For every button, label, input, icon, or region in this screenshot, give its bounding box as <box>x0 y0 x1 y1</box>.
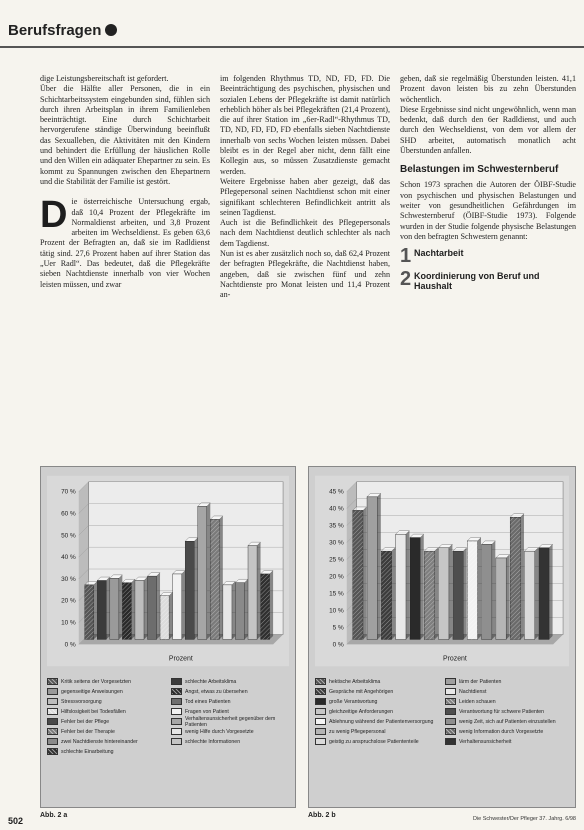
legend-label: lärm der Patienten <box>459 678 502 685</box>
bar-side <box>119 575 122 640</box>
legend-label: gleichzeitige Anforderungen <box>329 708 394 715</box>
bar-side <box>257 542 260 639</box>
y-tick-label: 10 % <box>329 607 344 615</box>
legend-swatch <box>47 728 58 735</box>
bar <box>110 578 119 639</box>
x-axis-label: Prozent <box>168 655 193 663</box>
legend-swatch <box>445 708 456 715</box>
legend-swatch <box>445 698 456 705</box>
legend-item <box>445 707 569 716</box>
legend-swatch <box>315 718 326 725</box>
bar-side <box>219 516 222 639</box>
y-tick-label: 35 % <box>329 522 344 530</box>
legend-label: wenig Zeit, sich auf Patienten einzustellen <box>459 718 556 725</box>
list-text-1: Nachtarbeit <box>414 248 464 259</box>
bar <box>524 551 534 639</box>
legend-label: Gespräche mit Angehörigen <box>329 688 394 695</box>
header-rule <box>0 46 584 48</box>
bar <box>148 576 157 639</box>
legend-label: Nachtdienst <box>459 688 487 695</box>
legend-label: gegenseitige Anweisungen <box>61 688 123 695</box>
bar <box>223 585 232 640</box>
legend-label: zu wenig Pflegepersonal <box>329 728 386 735</box>
legend-swatch <box>47 708 58 715</box>
legend-item <box>171 697 289 706</box>
bar-side <box>449 544 452 639</box>
chart-panel-b <box>308 466 576 808</box>
bar-hatch <box>467 541 477 639</box>
legend-swatch <box>315 728 326 735</box>
bar <box>496 558 506 639</box>
col1-paragraph-2: Über die Hälfte aller Personen, die in ein Schichtarbeitssystem eingebunden sind, fühlen sich durch ihren Arbeitsplan in ihrem Familienleben beeinträchtigt. Eine durch Schichtarbeit hervorgerufene ständige Überwindung beeinflußt das Sexualleben, die Aktivitäten mit den Kindern und behindert die Erfüllung der häuslichen Rolle und den Willen ein adäquater Ehepartner zu sein. Es kommt zu Spannungen zwischen den Ehepartnern und die Stabilität der Familie ist gestört. <box>40 84 210 186</box>
legend-item <box>47 697 165 706</box>
bar-side <box>207 503 210 640</box>
x-axis-label: Prozent <box>442 655 467 663</box>
y-tick-label: 30 % <box>329 539 344 547</box>
legend-label: schlechte Arbeitsklima <box>185 678 237 685</box>
bar-side <box>420 534 423 639</box>
page-number: 502 <box>8 816 24 826</box>
legend-item <box>445 717 569 726</box>
bar <box>396 534 406 639</box>
y-tick-label: 0 % <box>332 641 344 649</box>
bar <box>453 551 463 639</box>
bar-hatch <box>160 596 169 640</box>
legend-item <box>445 687 569 696</box>
legend-label: wenig Information durch Vorgesetzte <box>459 728 544 735</box>
bar-side <box>182 571 185 640</box>
section-bullet-icon <box>105 24 117 36</box>
legend-swatch <box>171 698 182 705</box>
chart-panel-a <box>40 466 296 808</box>
bar-side <box>232 581 235 639</box>
y-tick-label: 60 % <box>61 510 76 518</box>
chart-a-svg <box>47 475 289 667</box>
legend-swatch <box>47 748 58 755</box>
bar <box>185 541 194 639</box>
legend-swatch <box>315 708 326 715</box>
legend-label: Tod eines Patienten <box>185 698 231 705</box>
chart-a-plot <box>47 475 289 667</box>
legend-swatch <box>171 678 182 685</box>
legend-item <box>47 707 165 716</box>
legend-label: Fehler bei der Therapie <box>61 728 115 735</box>
y-tick-label: 25 % <box>329 556 344 564</box>
chart-a-legend <box>47 677 289 756</box>
legend-swatch <box>445 678 456 685</box>
bar-hatch <box>261 574 270 639</box>
legend-item <box>47 747 165 756</box>
legend-item <box>47 727 165 736</box>
legend-item <box>445 677 569 686</box>
text-column-3 <box>400 74 576 474</box>
bar <box>97 581 106 640</box>
legend-label: Leiden schauen <box>459 698 496 705</box>
legend-swatch <box>171 728 182 735</box>
bar-hatch <box>353 510 363 639</box>
bar-side <box>463 548 466 640</box>
legend-swatch <box>445 738 456 745</box>
list-item-2 <box>400 268 576 292</box>
y-tick-label: 40 % <box>61 554 76 562</box>
bar <box>198 506 207 639</box>
y-tick-label: 20 % <box>61 597 76 605</box>
col3-paragraph-1: geben, daß sie regelmäßig Überstunden leisten. 41,1 Prozent davon leisten bis zu zehn Überstunden wöchentlich. <box>400 74 576 104</box>
col3-subheading: Belastungen im Schwesternberuf <box>400 164 559 176</box>
list-item-1 <box>400 245 576 268</box>
legend-swatch <box>315 688 326 695</box>
legend-label: wenig Hilfe durch Vorgesetzte <box>185 728 254 735</box>
bar <box>135 581 144 640</box>
legend-swatch <box>47 718 58 725</box>
legend-item <box>445 727 569 736</box>
legend-item <box>47 717 165 726</box>
list-number-1: 1 <box>400 245 412 268</box>
bar-side <box>194 538 197 640</box>
y-tick-label: 20 % <box>329 573 344 581</box>
bar-side <box>535 548 538 640</box>
bar-side <box>106 577 109 639</box>
legend-item <box>445 737 569 746</box>
bar-side <box>94 581 97 639</box>
list-number-2: 2 <box>400 268 412 291</box>
chart-b-svg <box>315 475 569 667</box>
legend-item <box>47 677 165 686</box>
legend-item <box>315 737 439 746</box>
legend-label: Angst, etwas zu übersehen <box>185 688 248 695</box>
legend-swatch <box>171 688 182 695</box>
bar-hatch <box>510 517 520 639</box>
bar-side <box>244 579 247 639</box>
text-column-1 <box>40 74 210 472</box>
legend-swatch <box>47 698 58 705</box>
y-tick-label: 15 % <box>329 590 344 598</box>
y-tick-label: 50 % <box>61 532 76 540</box>
bar <box>367 497 377 640</box>
bar <box>482 544 492 639</box>
col1-paragraph-3 <box>40 194 210 290</box>
bar-hatch <box>122 583 131 640</box>
legend-swatch <box>445 688 456 695</box>
legend-label: Verantwortung für schwere Patienten <box>459 708 545 715</box>
y-tick-label: 40 % <box>329 505 344 513</box>
legend-swatch <box>445 718 456 725</box>
y-tick-label: 45 % <box>329 488 344 496</box>
bar-side <box>363 507 366 640</box>
legend-item <box>445 697 569 706</box>
legend-label: Stressvorsorgung <box>61 698 102 705</box>
legend-label: große Verantwortung <box>329 698 378 705</box>
legend-swatch <box>445 728 456 735</box>
legend-swatch <box>315 678 326 685</box>
bar-side <box>131 579 134 639</box>
section-title: Berufsfragen <box>8 22 102 39</box>
legend-item <box>171 727 289 736</box>
bar-side <box>392 548 395 640</box>
legend-item <box>315 717 439 726</box>
bar-side <box>492 541 495 640</box>
col2-paragraph-3: Auch ist die Befindlichkeit des Pflegepersonals nach dem Nachtdienst deutlich schlechter als nach dem Tagdienst. <box>220 218 390 248</box>
bar <box>235 583 244 640</box>
col1-paragraph-1: dige Leistungsbereitschaft ist gefordert. <box>40 74 169 83</box>
legend-label: schlechte Informationen <box>185 738 241 745</box>
bar-side <box>157 573 160 640</box>
legend-swatch <box>47 678 58 685</box>
bar-side <box>144 577 147 639</box>
bar <box>173 574 182 639</box>
legend-item <box>171 717 289 726</box>
legend-item <box>315 727 439 736</box>
col2-paragraph-2: Weitere Ergebnisse haben aber gezeigt, daß das Pflegepersonal seinen Nachtdienst schon mit einer signifikant schlechteren Befindlichkeit antritt als seinen Tagdienst. <box>220 176 390 217</box>
footer-source: Die Schwester/Der Pfleger 37. Jahrg. 6/98 <box>472 816 576 822</box>
caption-a: Abb. 2 a <box>40 812 68 819</box>
bar-side <box>520 514 523 640</box>
legend-item <box>171 687 289 696</box>
legend-item <box>315 707 439 716</box>
legend-item <box>47 687 165 696</box>
legend-label: Kritik seitens der Vorgesetzten <box>61 678 132 685</box>
legend-swatch <box>171 738 182 745</box>
bar-side <box>406 531 409 640</box>
legend-label: Hilfslosigkeit bei Todesfällen <box>61 708 126 715</box>
chart-b-legend <box>315 677 569 746</box>
bar-side <box>377 493 380 639</box>
legend-label: Fragen von Patient <box>185 708 229 715</box>
bar-side <box>169 592 172 639</box>
bar-hatch <box>210 519 219 639</box>
bar <box>248 546 257 640</box>
col2-paragraph-4: Nun ist es aber zusätzlich noch so, daß 62,4 Prozent der befragten Pflegekräfte, die Nachtdienst haben, angeben, daß sie zwischen fünf und zehn Nachtdienste pro Monat leisten und 11,4 Prozent an- <box>220 249 390 300</box>
col2-paragraph-1: im folgenden Rhythmus TD, ND, FD, FD. Die Beeinträchtigung des psychischen, physischen und sozialen Lebens der Pflegekräfte ist damit natürlich erheblich höher als bei Pflegekräften (21,4 Prozent), die auf ihrer Station im „6er-Radl“-Rhythmus TD, TD, ND, FD, FD, FD ebenfalls sieben Nachtdienste innerhalb von sechs Wochen leisten müssen. Dabei bleibt es in der Regel aber nicht, denn fällt eine Kollegin aus, so müssen Zusatzdienste gemacht werden. <box>220 74 390 176</box>
caption-b: Abb. 2 b <box>308 812 336 819</box>
drop-cap: D <box>40 194 68 237</box>
legend-item <box>47 737 165 746</box>
col3-paragraph-2: Diese Ergebnisse sind nicht ungewöhnlich, wenn man bedenkt, daß durch den 6er Radldienst, und auch durch den Wechseldienst, von dem vor allem der SHD arbeitet, automatisch monatlich acht Überstunden anfallen. <box>400 104 576 156</box>
y-tick-label: 10 % <box>61 619 76 627</box>
col1-paragraph-3-text: ie österreichische Untersuchung ergab, daß 10,4 Prozent der Pflegekräfte im Normaldienst arbeiten, und 3,8 Prozent arbeiten im Wechseldienst. Es geben 63,6 Prozent der Befragten an, daß sie im Radldienst tätig sind. 27,6 Prozent haben auf ihrer Station das „Uer Radl“. Das bedeutet, daß die Pflegekräfte sieben Nachtdienste innerhalb von vier Wochen leisten müssen, und zwar <box>40 197 210 289</box>
legend-item <box>315 697 439 706</box>
bar-side <box>270 571 273 640</box>
y-tick-label: 5 % <box>332 624 344 632</box>
legend-label: Fehler bei der Pflege <box>61 718 110 725</box>
bar-side <box>435 548 438 640</box>
list-text-2: Koordinierung von Beruf und Haushalt <box>414 271 540 292</box>
legend-label: hektische Arbeitsklima <box>329 678 381 685</box>
bar <box>439 548 449 640</box>
bar-side <box>478 538 481 640</box>
legend-label: schlechte Einarbeitung <box>61 748 114 755</box>
bar-side <box>506 554 509 639</box>
legend-swatch <box>171 708 182 715</box>
legend-swatch <box>47 688 58 695</box>
legend-item <box>315 687 439 696</box>
y-tick-label: 70 % <box>61 488 76 496</box>
bar-hatch <box>85 585 94 640</box>
y-tick-label: 30 % <box>61 575 76 583</box>
legend-swatch <box>315 698 326 705</box>
section-header <box>8 22 117 39</box>
legend-label: geistig zu anspruchslose Patiententeile <box>329 738 419 745</box>
text-column-2 <box>220 74 390 480</box>
legend-item <box>171 737 289 746</box>
legend-label: Verhaltensunsicherheit gegenüber dem Patienten <box>185 715 276 728</box>
chart-b-plot <box>315 475 569 667</box>
bar-hatch <box>381 551 391 639</box>
legend-label: zwei Nachtdienste hintereinander <box>61 738 138 745</box>
legend-item <box>171 677 289 686</box>
bar <box>410 538 420 640</box>
legend-swatch <box>171 718 182 725</box>
bar-side <box>549 544 552 639</box>
legend-label: Verhaltensunsicherheit <box>459 738 512 745</box>
bar <box>539 548 549 640</box>
legend-swatch <box>315 738 326 745</box>
y-tick-label: 0 % <box>64 641 76 649</box>
legend-item <box>315 677 439 686</box>
legend-swatch <box>47 738 58 745</box>
bar-hatch <box>424 551 434 639</box>
col3-paragraph-3: Schon 1973 sprachen die Autoren der ÖIBF-Studie von psychischen und physischen Belastungen und weiter von gesundheitlichen Gefährdungen im Schwesternberuf (ÖIBF-Studie 1973). Folgende wurden in der Studie folgende physische Belastungen von den befragten Schwestern genannt: <box>400 180 576 241</box>
legend-label: Ablehnung während der Patientenversorgung <box>329 718 434 725</box>
